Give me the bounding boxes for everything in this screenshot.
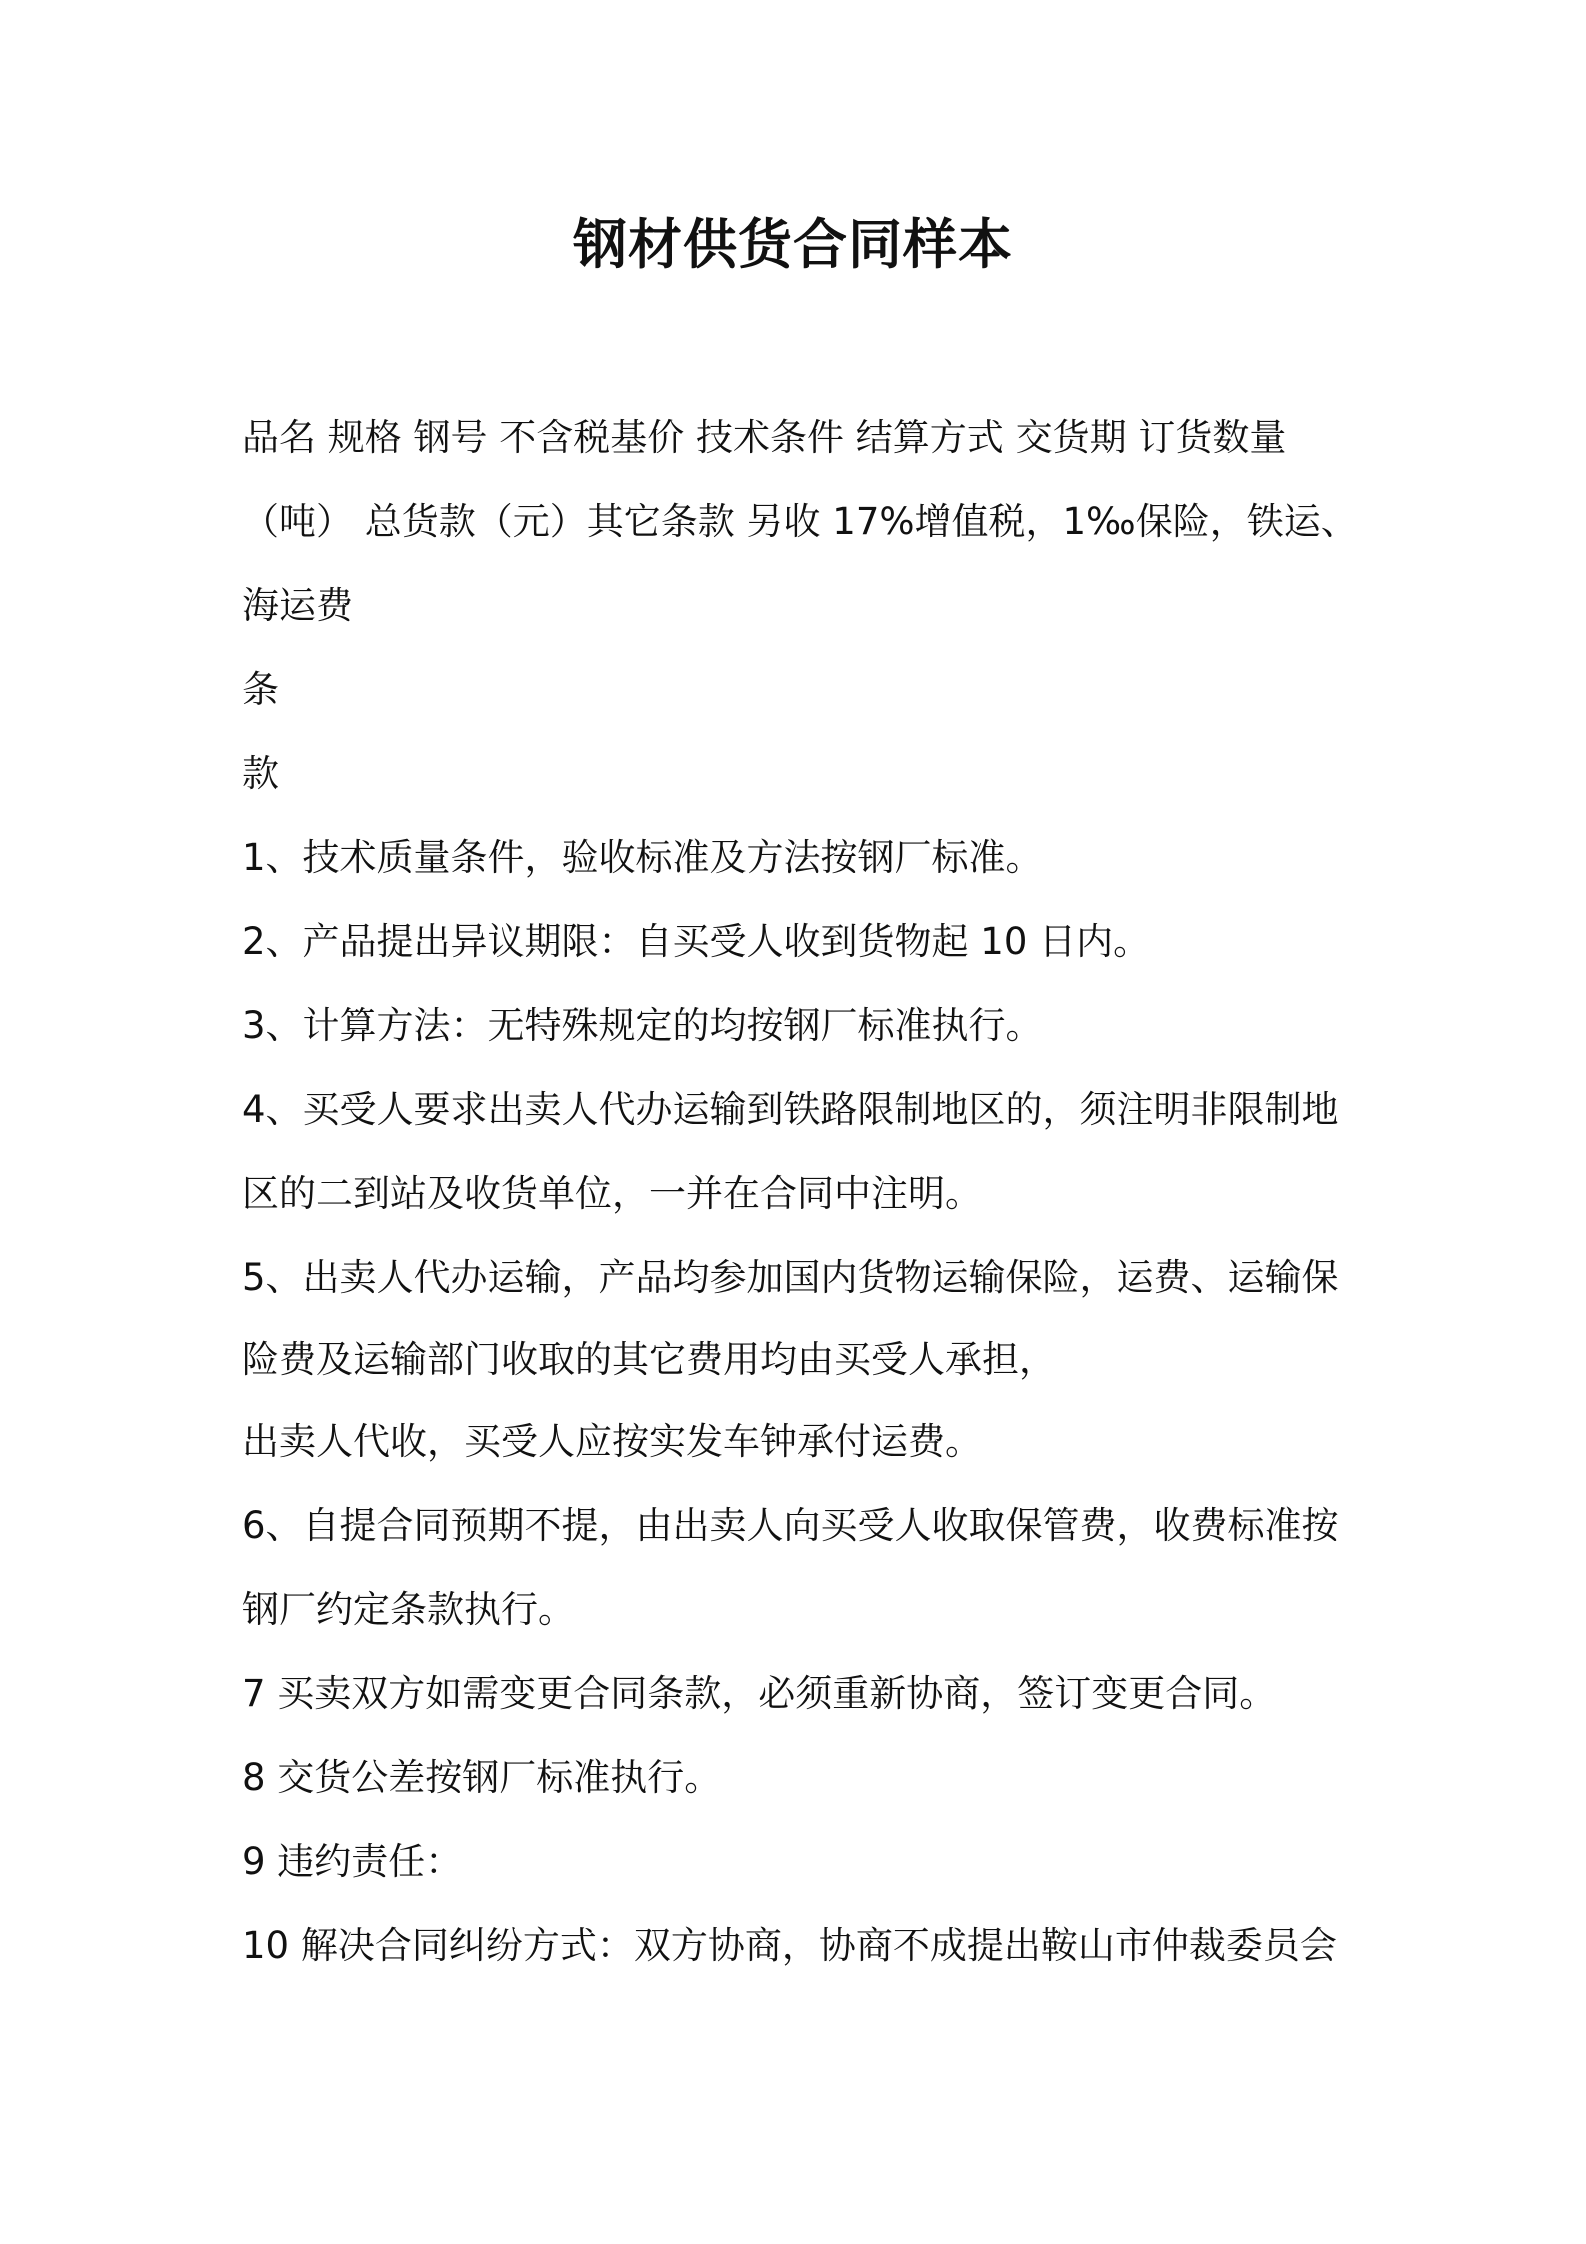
clause-4-line-1: 4、买受人要求出卖人代办运输到铁路限制地区的，须注明非限制地 bbox=[242, 1088, 1339, 1131]
clause-3: 3、计算方法：无特殊规定的均按钢厂标准执行。 bbox=[242, 1004, 1043, 1047]
clause-7: 7 买卖双方如需变更合同条款，必须重新协商，签订变更合同。 bbox=[242, 1672, 1277, 1715]
text-line-header-3: 海运费 bbox=[242, 584, 353, 627]
clause-6-line-2: 钢厂约定条款执行。 bbox=[242, 1588, 575, 1631]
clause-8: 8 交货公差按钢厂标准执行。 bbox=[242, 1756, 722, 1799]
text-line-header-2: （吨） 总货款（元）其它条款 另收 17%增值税，1‰保险，铁运、 bbox=[242, 500, 1358, 543]
clause-9: 9 违约责任： bbox=[242, 1840, 463, 1883]
text-line-kuan: 款 bbox=[242, 752, 279, 795]
clause-10: 10 解决合同纠纷方式：双方协商，协商不成提出鞍山市仲裁委员会 bbox=[242, 1924, 1337, 1967]
document-title: 钢材供货合同样本 bbox=[573, 213, 1013, 276]
clause-6-line-1: 6、自提合同预期不提，由出卖人向买受人收取保管费，收费标准按 bbox=[242, 1504, 1339, 1547]
clause-5-line-1: 5、出卖人代办运输，产品均参加国内货物运输保险，运费、运输保 bbox=[242, 1256, 1339, 1299]
clause-5-line-2: 险费及运输部门收取的其它费用均由买受人承担， bbox=[242, 1338, 1056, 1381]
clause-1: 1、技术质量条件，验收标准及方法按钢厂标准。 bbox=[242, 836, 1043, 879]
text-line-tiao: 条 bbox=[242, 668, 279, 711]
clause-5-line-3: 出卖人代收，买受人应按实发车钟承付运费。 bbox=[242, 1420, 982, 1463]
clause-2: 2、产品提出异议期限：自买受人收到货物起 10 日内。 bbox=[242, 920, 1151, 963]
clause-4-line-2: 区的二到站及收货单位，一并在合同中注明。 bbox=[242, 1172, 982, 1215]
text-line-header-1: 品名 规格 钢号 不含税基价 技术条件 结算方式 交货期 订货数量 bbox=[242, 416, 1287, 459]
